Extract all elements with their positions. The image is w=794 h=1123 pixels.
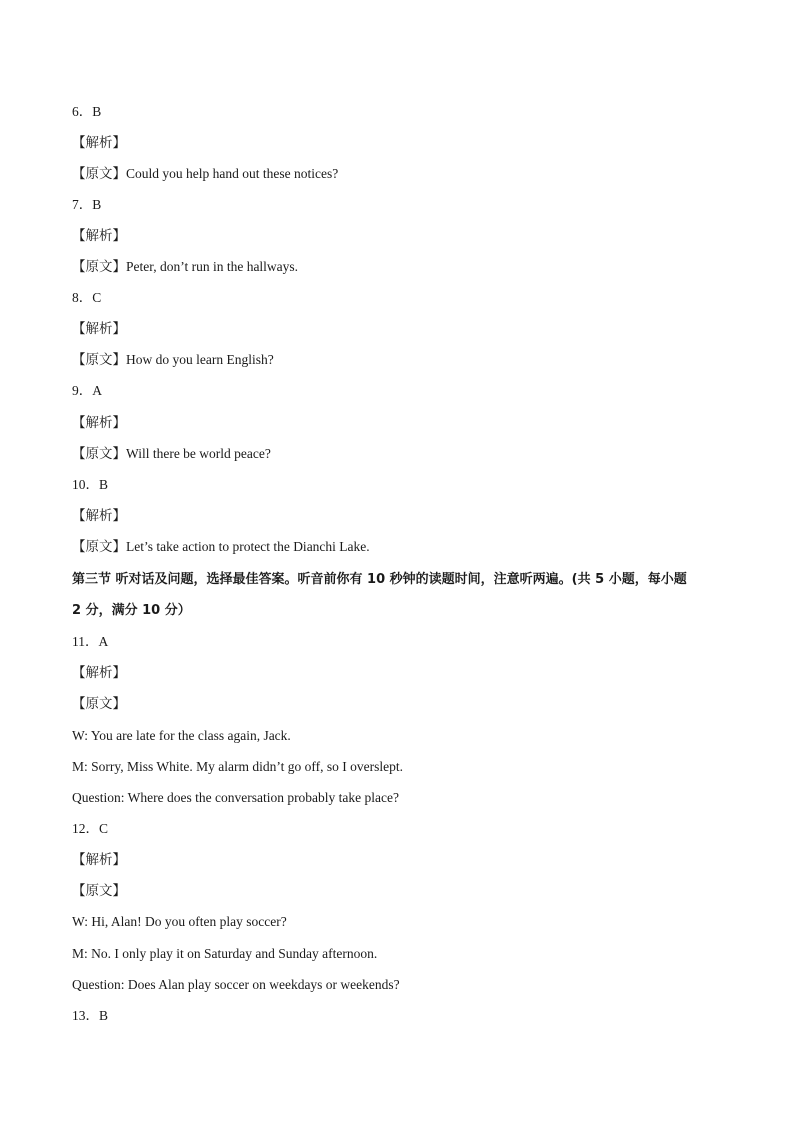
original-text-7: 【原文】Peter, don’t run in the hallways. <box>72 259 299 274</box>
dialogue-line: M: Sorry, Miss White. My alarm didn’t go off, so I overslept. <box>72 759 403 774</box>
answer-7: 7．B <box>72 197 102 212</box>
answer-10: 10．B <box>72 477 109 492</box>
answer-13: 13．B <box>72 1008 109 1023</box>
analysis-label: 【解析】 <box>72 228 126 243</box>
answer-8: 8．C <box>72 290 102 305</box>
analysis-label: 【解析】 <box>72 665 126 680</box>
analysis-label: 【解析】 <box>72 508 126 523</box>
dialogue-line: M: No. I only play it on Saturday and Sunday afternoon. <box>72 946 378 961</box>
analysis-label: 【解析】 <box>72 321 126 336</box>
answer-11: 11．A <box>72 634 109 649</box>
answer-9: 9．A <box>72 383 102 398</box>
original-text-label: 【原文】 <box>72 883 126 898</box>
original-text-10: 【原文】Let’s take action to protect the Dianchi Lake. <box>72 539 370 554</box>
answer-12: 12．C <box>72 821 109 836</box>
original-text-6: 【原文】Could you help hand out these notices? <box>72 166 339 181</box>
original-text-9: 【原文】Will there be world peace? <box>72 446 271 461</box>
original-text-8: 【原文】How do you learn English? <box>72 352 274 367</box>
dialogue-line: W: You are late for the class again, Jack. <box>72 728 291 743</box>
original-text-label: 【原文】 <box>72 696 126 711</box>
section-heading-cont: 2 分，满分 10 分） <box>72 603 191 618</box>
section-heading: 第三节 听对话及问题，选择最佳答案。听音前你有 10 秒钟的读题时间，注意听两遍。(共 5 小题，每小题 <box>72 572 687 587</box>
analysis-label: 【解析】 <box>72 852 126 867</box>
analysis-label: 【解析】 <box>72 135 126 150</box>
question-line: Question: Where does the conversation probably take place? <box>72 790 400 805</box>
dialogue-line: W: Hi, Alan! Do you often play soccer? <box>72 914 287 929</box>
answer-6: 6．B <box>72 104 102 119</box>
question-line: Question: Does Alan play soccer on weekdays or weekends? <box>72 977 400 992</box>
analysis-label: 【解析】 <box>72 415 126 430</box>
